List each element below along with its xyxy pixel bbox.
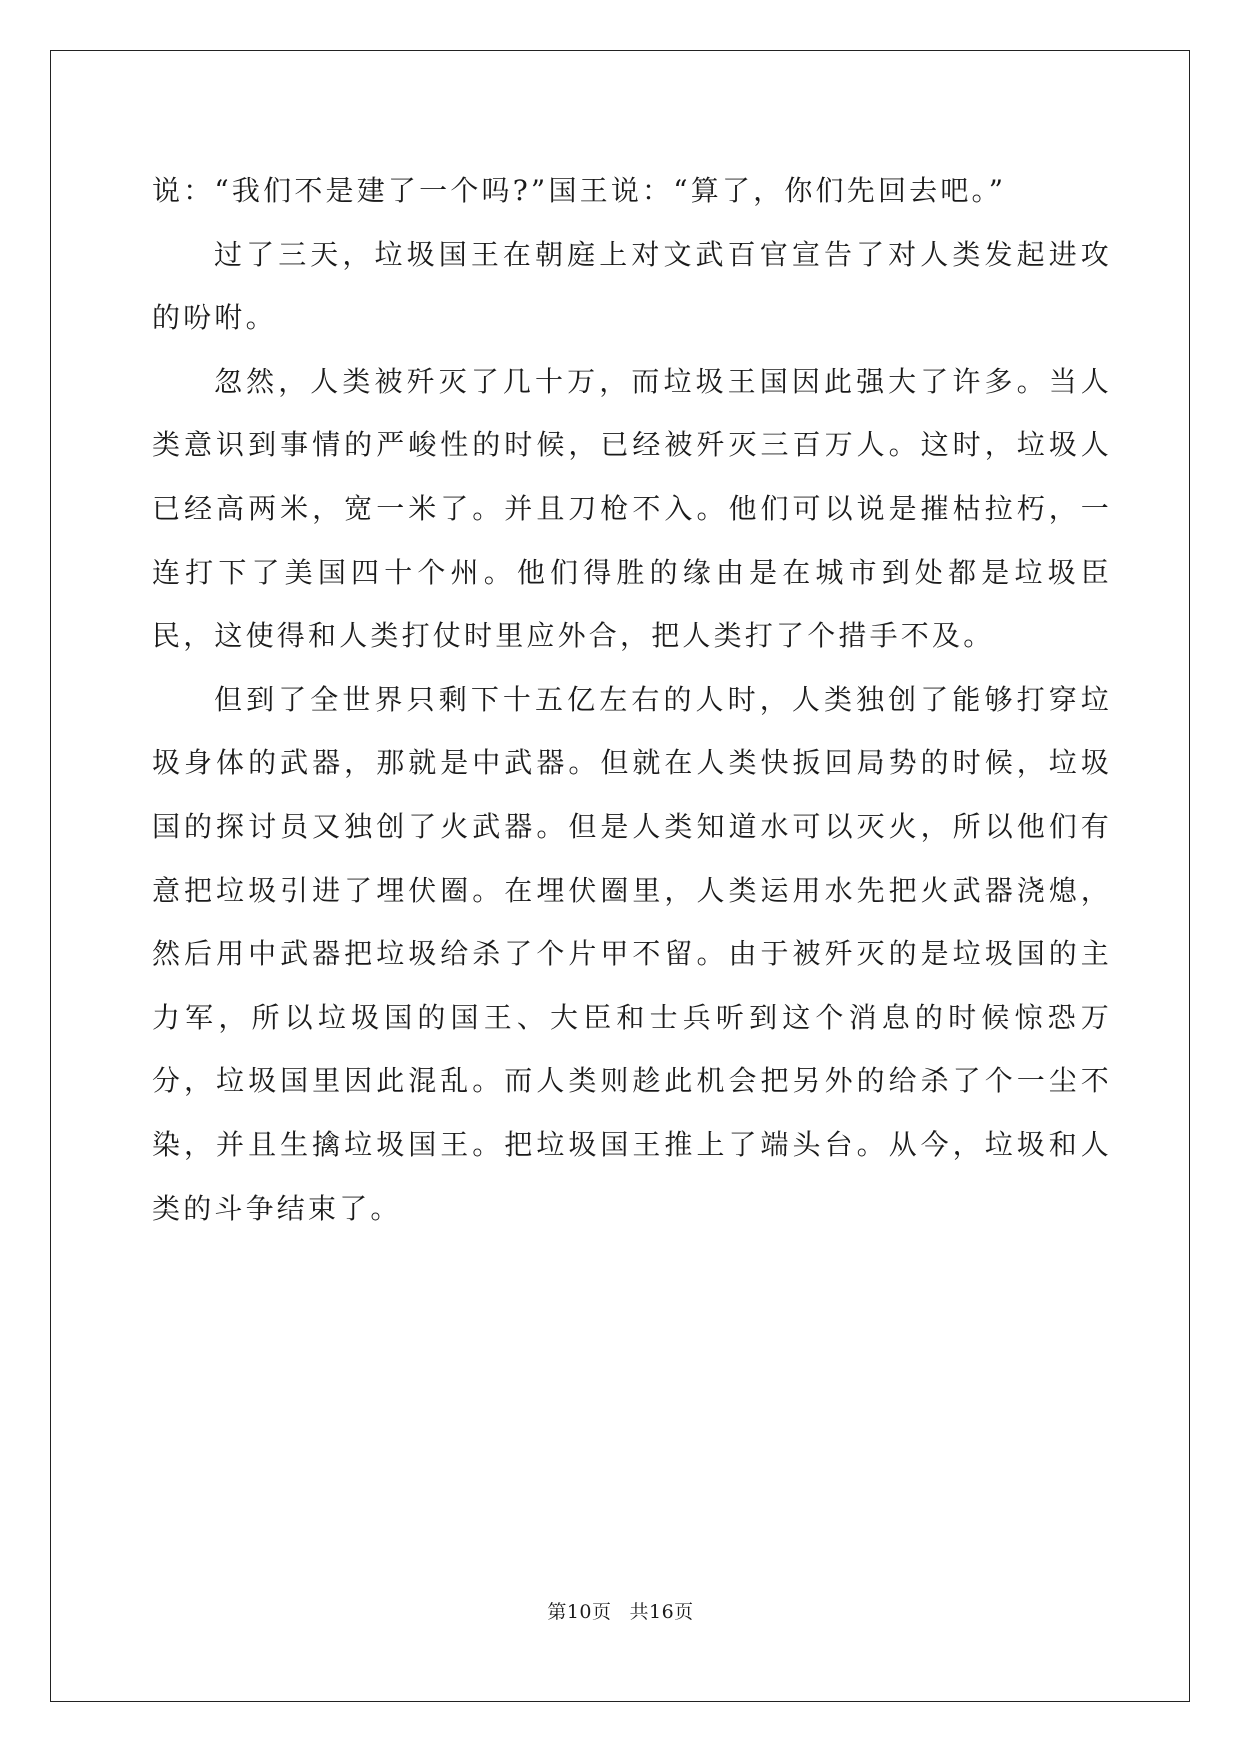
paragraph: 忽然，人类被歼灭了几十万，而垃圾王国因此强大了许多。当人类意识到事情的严峻性的时候，已经被歼灭三百万人。这时，垃圾人已经高两米，宽一米了。并且刀枪不入。他们可以说是摧枯拉朽，一连打下了美国四十个州。他们得胜的缘由是在城市到处都是垃圾臣民，这使得和人类打仗时里应外合，把人类打了个措手不及。 (152, 364, 1112, 653)
page-footer (0, 1597, 1241, 1624)
paragraph: 过了三天，垃圾国王在朝庭上对文武百官宣告了对人类发起进攻的吩咐。 (152, 237, 1112, 335)
paragraph: 说：“我们不是建了一个吗?”国王说：“算了，你们先回去吧。” (152, 174, 1007, 207)
page-total: 共16页 (629, 1601, 694, 1623)
page-number: 第10页 (547, 1601, 612, 1623)
document-body (152, 159, 1112, 1240)
paragraph: 但到了全世界只剩下十五亿左右的人时，人类独创了能够打穿垃圾身体的武器，那就是中武器。但就在人类快扳回局势的时候，垃圾国的探讨员又独创了火武器。但是人类知道水可以灭火，所以他们有意把垃圾引进了埋伏圈。在埋伏圈里，人类运用水先把火武器浇熄，然后用中武器把垃圾给杀了个片甲不留。由于被歼灭的是垃圾国的主力军，所以垃圾国的国王、大臣和士兵听到这个消息的时候惊恐万分，垃圾国里因此混乱。而人类则趁此机会把另外的给杀了个一尘不染，并且生擒垃圾国王。把垃圾国王推上了端头台。从今，垃圾和人类的斗争结束了。 (152, 682, 1112, 1225)
